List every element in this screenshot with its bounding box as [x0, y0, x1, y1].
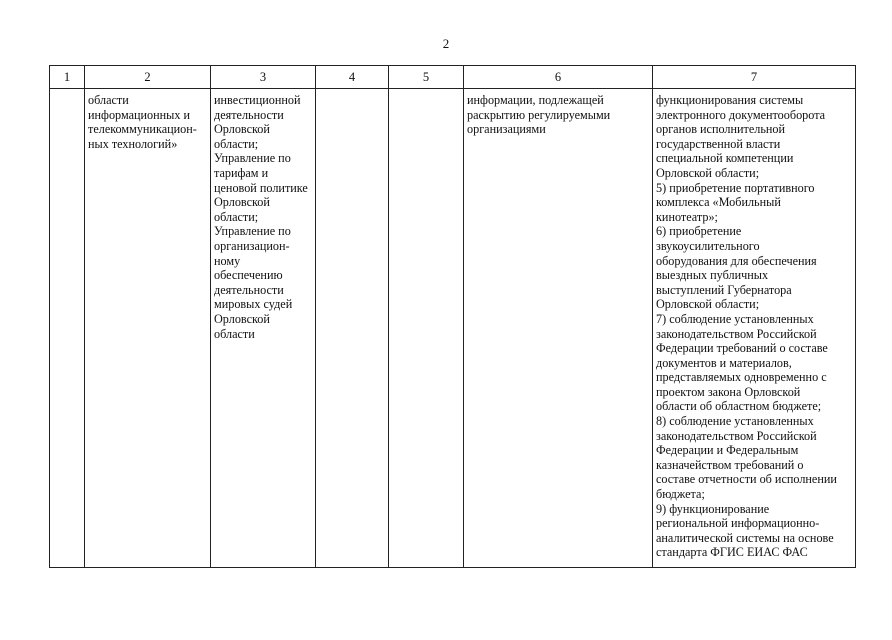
cell-text-line: Орловской области;	[656, 297, 760, 312]
cell-text-line: органов исполнительной	[656, 122, 786, 137]
cell-text-line: законодательством Российской	[656, 326, 817, 341]
cell-text-line: организациями	[467, 122, 546, 137]
cell-text-line: обеспечению	[214, 268, 283, 283]
cell-text-line: составе отчетности об исполнении	[656, 472, 837, 487]
cell-text-line: ценовой политике	[214, 180, 308, 195]
cell-text-line: области об областном бюджете;	[656, 399, 822, 414]
cell-text-line: Федерации и Федеральным	[656, 443, 799, 458]
cell-text-line: проектом закона Орловской	[656, 384, 801, 399]
cell-text-line: 6) приобретение	[656, 224, 742, 239]
cell-text-line: Федерации требований о составе	[656, 341, 828, 356]
cell-text-line: области	[214, 326, 255, 341]
cell-text-line: выступлений Губернатора	[656, 282, 792, 297]
cell-col4	[316, 89, 389, 568]
cell-text-line: выездных публичных	[656, 268, 769, 283]
column-header-1: 1	[50, 66, 85, 89]
column-header-6: 6	[464, 66, 653, 89]
cell-col6	[464, 89, 653, 568]
cell-text-line: аналитической системы на основе	[656, 530, 834, 545]
cell-text-line: Орловской	[214, 122, 270, 137]
page-number: 2	[442, 36, 450, 51]
cell-text-line: кинотеатр»;	[656, 209, 718, 224]
cell-text-line: информационных и	[88, 107, 191, 122]
cell-text-line: бюджета;	[656, 487, 705, 502]
cell-text-line: казначейством требований о	[656, 457, 804, 472]
cell-text-line: ному	[214, 253, 241, 268]
cell-text-line: региональной информационно-	[656, 516, 820, 531]
column-header-2: 2	[85, 66, 211, 89]
cell-text-line: ных технологий»	[88, 136, 178, 151]
column-header-3: 3	[211, 66, 316, 89]
cell-text-line: специальной компетенции	[656, 151, 794, 166]
cell-text-line: представляемых одновременно с	[656, 370, 827, 385]
cell-text-line: оборудования для обеспечения	[656, 253, 817, 268]
cell-text-line: области	[88, 93, 129, 107]
cell-text-line: информации, подлежащей	[467, 93, 604, 107]
cell-col7	[653, 89, 856, 568]
cell-text-line: электронного документооборота	[656, 107, 826, 122]
cell-text-line: инвестиционной	[214, 93, 301, 107]
cell-text-line: звукоусилительного	[656, 238, 760, 253]
cell-text-line: государственной власти	[656, 136, 781, 151]
header-row	[50, 66, 856, 89]
cell-text-line: 9) функционирование	[656, 501, 770, 516]
cell-col5	[389, 89, 464, 568]
cell-text-line: мировых судей	[214, 297, 293, 312]
column-header-7: 7	[653, 66, 856, 89]
cell-text-line: области;	[214, 136, 259, 151]
cell-text-line: Управление по	[214, 151, 291, 166]
cell-text-line: раскрытию регулируемыми	[467, 107, 611, 122]
cell-text-line: Управление по	[214, 224, 291, 239]
cell-text-line: 8) соблюдение установленных	[656, 414, 814, 429]
cell-text-line: телекоммуникацион-	[88, 122, 197, 137]
cell-text-line: области;	[214, 209, 259, 224]
cell-col1	[50, 89, 85, 568]
column-header-4: 4	[316, 66, 389, 89]
cell-text-line: законодательством Российской	[656, 428, 817, 443]
cell-text-line: Орловской	[214, 311, 270, 326]
cell-text-line: тарифам и	[214, 165, 269, 180]
cell-col3	[211, 89, 316, 568]
cell-text-line: Орловской	[214, 195, 270, 210]
cell-text-line: 7) соблюдение установленных	[656, 311, 814, 326]
cell-text-line: организацион-	[214, 238, 290, 253]
column-header-5: 5	[389, 66, 464, 89]
cell-text-line: функционирования системы	[656, 93, 804, 107]
table-row	[50, 89, 856, 568]
cell-text-line: Орловской области;	[656, 165, 760, 180]
cell-text-line: деятельности	[214, 282, 284, 297]
cell-text-line: 5) приобретение портативного	[656, 180, 815, 195]
cell-text-line: комплекса «Мобильный	[656, 195, 781, 210]
cell-text-line: стандарта ФГИС ЕИАС ФАС	[656, 545, 808, 560]
document-table	[49, 65, 856, 568]
cell-text-line: документов и материалов,	[656, 355, 792, 370]
cell-col2	[85, 89, 211, 568]
cell-text-line: деятельности	[214, 107, 284, 122]
